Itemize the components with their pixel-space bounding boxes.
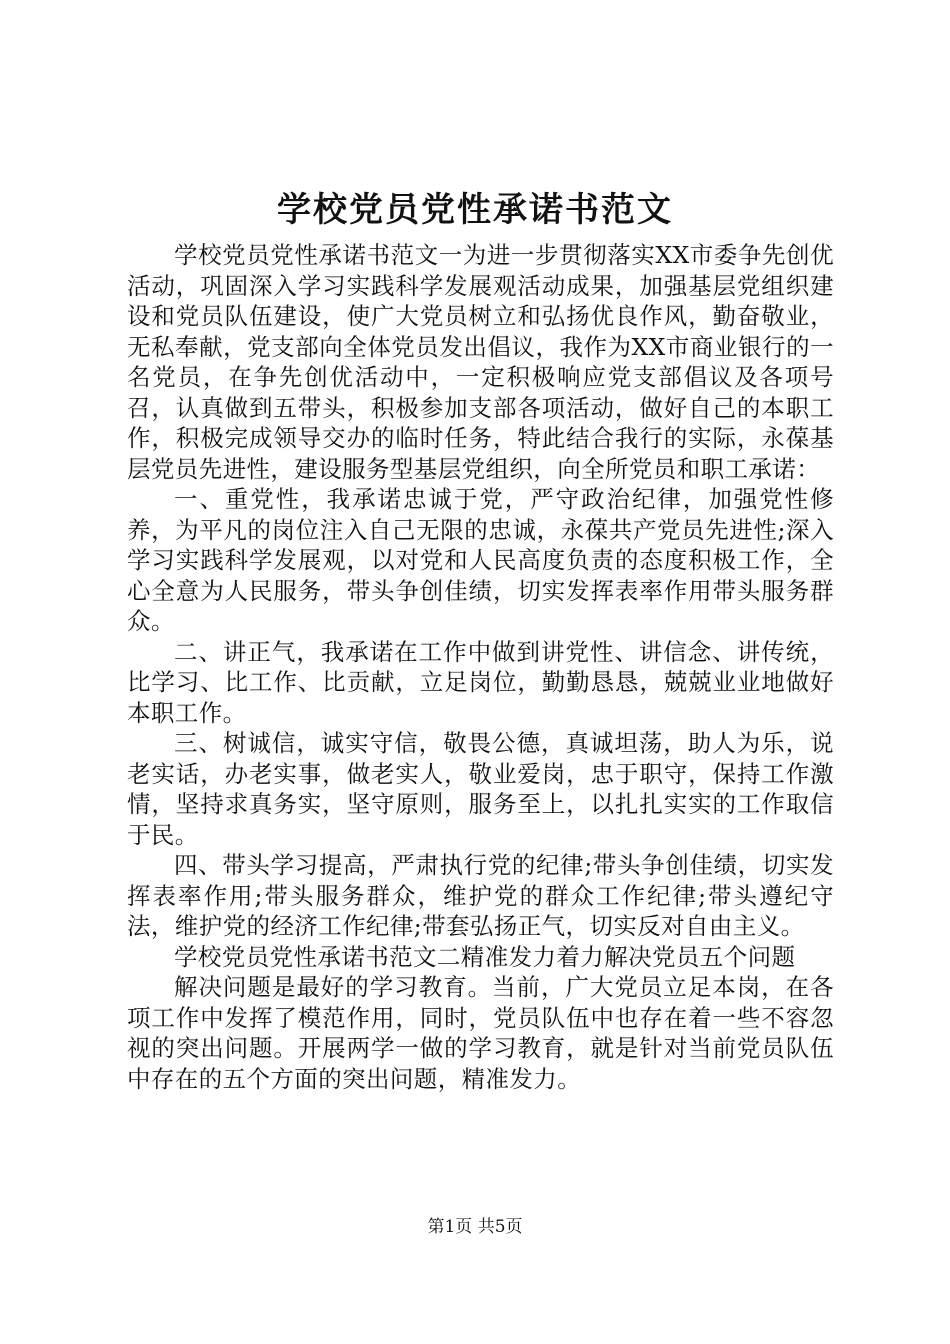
- page-number-footer: 第1页 共5页: [427, 1217, 523, 1237]
- paragraph-point-2: 二、讲正气，我承诺在工作中做到讲党性、讲信念、讲传统，比学习、比工作、比贡献，立足岗位，勤勤恳恳，兢兢业业地做好本职工作。: [127, 637, 834, 727]
- paragraph-intro: 学校党员党性承诺书范文一为进一步贯彻落实XX市委争先创优活动，巩固深入学习实践科学发展观活动成果，加强基层党组织建设和党员队伍建设，使广大党员树立和弘扬优良作风，勤奋敬业，无私奉献，党支部向全体党员发出倡议，我作为XX市商业银行的一名党员，在争先创优活动中，一定积极响应党支部倡议及各项号召，认真做到五带头，积极参加支部各项活动，做好自己的本职工作，积极完成领导交办的临时任务，特此结合我行的实际，永葆基层党员先进性，建设服务型基层党组织，向全所党员和职工承诺：: [127, 241, 834, 483]
- paragraph-point-4: 四、带头学习提高，严肃执行党的纪律;带头争创佳绩，切实发挥表率作用;带头服务群众，维护党的群众工作纪律;带头遵纪守法，维护党的经济工作纪律;带套弘扬正气，切实反对自由主义。: [127, 851, 834, 940]
- document-title: 学校党员党性承诺书范文: [277, 190, 673, 230]
- paragraph-section-two-body: 解决问题是最好的学习教育。当前，广大党员立足本岗，在各项工作中发挥了模范作用，同时，党员队伍中也存在着一些不容忽视的突出问题。开展两学一做的学习教育，就是针对当前党员队伍中存在的五个方面的突出问题，精准发力。: [127, 973, 834, 1093]
- paragraph-section-two-heading: 学校党员党性承诺书范文二精准发力着力解决党员五个问题: [174, 942, 796, 971]
- document-body: [127, 240, 834, 1094]
- paragraph-point-3: 三、树诚信，诚实守信，敬畏公德，真诚坦荡，助人为乐，说老实话，办老实事，做老实人，敬业爱岗，忠于职守，保持工作激情，坚持求真务实，坚守原则，服务至上，以扎扎实实的工作取信于民。: [127, 729, 834, 849]
- paragraph-point-1: 一、重党性，我承诺忠诚于党，严守政治纪律，加强党性修养，为平凡的岗位注入自己无限的忠诚，永葆共产党员先进性;深入学习实践科学发展观，以对党和人民高度负责的态度积极工作，全心全意为人民服务，带头争创佳绩，切实发挥表率作用带头服务群众。: [127, 485, 834, 635]
